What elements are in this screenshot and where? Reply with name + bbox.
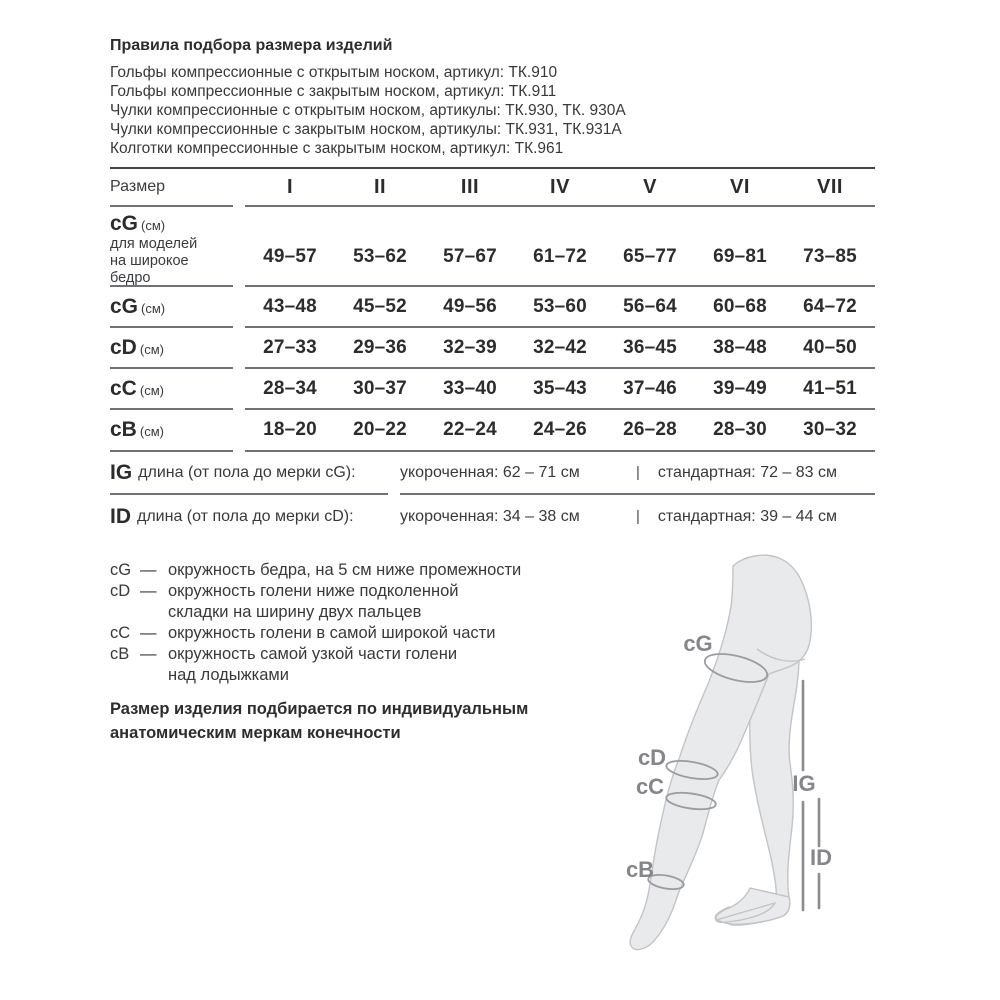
size-value: 45–52: [353, 295, 407, 317]
size-value: 28–34: [263, 377, 317, 399]
size-value: 41–51: [803, 377, 857, 399]
size-value: 32–39: [443, 336, 497, 358]
size-value: 30–32: [803, 419, 857, 440]
size-value: 29–36: [353, 336, 407, 358]
row-values: [245, 287, 875, 328]
cd-diagram-label: cD: [637, 745, 667, 770]
product-line: Гольфы компрессионные с открытым носком, артикул: ТК.910: [110, 64, 558, 81]
size-value: 36–45: [623, 336, 677, 358]
size-value: 43–48: [263, 295, 317, 317]
row-values: [245, 207, 875, 287]
measure-key: cB: [110, 418, 137, 441]
column-header-iii: III: [460, 175, 480, 198]
size-value: 49–56: [443, 295, 497, 317]
legend-key: cC: [110, 624, 131, 642]
measure-key: cC: [110, 376, 137, 400]
row-sublabel: бедро: [110, 270, 151, 286]
size-value: 61–72: [533, 246, 587, 267]
size-value: 28–30: [713, 419, 767, 440]
size-value: 57–67: [443, 246, 497, 267]
size-value: 38–48: [713, 336, 767, 358]
measure-unit: (см): [141, 300, 166, 316]
row-label-cc: [110, 369, 233, 410]
row-sublabel: для моделей: [110, 236, 198, 252]
product-line: Чулки компрессионные с закрытым носком, артикулы: ТК.931, ТК.931А: [110, 121, 622, 138]
cc-diagram-label: cC: [635, 774, 665, 799]
size-value: 56–64: [623, 295, 677, 317]
length-divider: |: [636, 464, 640, 481]
ig-diagram-label: IG: [792, 771, 816, 796]
page-title: Правила подбора размера изделий: [110, 37, 393, 54]
product-line: Колготки компрессионные с закрытым носком, артикул: ТК.961: [110, 140, 564, 157]
size-value: 73–85: [803, 246, 857, 267]
product-list: [110, 63, 1000, 158]
length-description: длина (от пола до мерки cD):: [137, 507, 354, 525]
length-standard-value: стандартная: 72 – 83 см: [657, 463, 838, 481]
size-value: 32–42: [533, 336, 587, 358]
size-header-cell: [110, 169, 233, 207]
size-value: 35–43: [533, 377, 587, 399]
row-label-cd: [110, 328, 233, 369]
row-values: [245, 369, 875, 410]
size-value: 64–72: [803, 295, 857, 317]
legend-dash: —: [140, 624, 157, 642]
size-value: 37–46: [623, 377, 677, 399]
size-value: 18–20: [263, 419, 317, 440]
length-description: длина (от пола до мерки cG):: [138, 463, 356, 481]
table-row-cb: [110, 410, 875, 452]
row-values: [245, 328, 875, 369]
size-value: 30–37: [353, 377, 407, 399]
row-label-cb: [110, 410, 233, 452]
size-value: 22–24: [443, 419, 497, 440]
cg-diagram-label: cG: [683, 631, 713, 656]
size-value: 33–40: [443, 377, 497, 399]
column-header-i: I: [286, 175, 294, 198]
size-value: 26–28: [623, 419, 677, 440]
length-row-ig: [110, 452, 875, 495]
table-row-cg-wide-hip: [110, 207, 875, 287]
legend-dash: —: [140, 561, 157, 579]
legend-text: окружность бедра, на 5 см ниже промежности: [168, 561, 522, 579]
column-header-ii: II: [373, 175, 387, 198]
table-header-row: [110, 169, 875, 207]
leg-measurement-diagram: [588, 533, 900, 995]
cb-diagram-label: cB: [625, 857, 655, 882]
measure-unit: (см): [139, 424, 164, 439]
length-key: ID: [110, 504, 131, 528]
size-value: 53–62: [353, 246, 407, 267]
measure-unit: (см): [139, 382, 164, 398]
length-row-id: [110, 495, 875, 538]
size-value: 49–57: [263, 246, 317, 267]
size-value: 40–50: [803, 336, 857, 358]
size-value: 27–33: [263, 336, 317, 358]
column-header-v: V: [643, 175, 657, 198]
measure-key: cG: [110, 294, 139, 318]
size-value: 39–49: [713, 377, 767, 399]
selection-note: Размер изделия подбирается по индивидуальным анатомическим меркам конечности: [110, 700, 529, 742]
table-row-cd: [110, 328, 875, 369]
legend-text: окружность самой узкой части голени: [168, 645, 458, 663]
column-header-iv: IV: [550, 175, 570, 198]
row-label-cg-wide-hip: [110, 207, 233, 287]
length-short-value: укороченная: 62 – 71 см: [400, 463, 580, 481]
size-value: 60–68: [713, 295, 767, 317]
column-headers: [245, 169, 875, 207]
legend-dash: —: [140, 582, 157, 600]
row-label-cg: [110, 287, 233, 328]
legend-text: над лодыжками: [168, 666, 289, 684]
size-value: 65–77: [623, 246, 677, 267]
measure-key: cD: [110, 335, 137, 359]
legend-key: cG: [110, 561, 132, 579]
product-line: Гольфы компрессионные с закрытым носком, артикул: ТК.911: [110, 83, 557, 100]
table-row-cg: [110, 287, 875, 328]
length-short-value: укороченная: 34 – 38 см: [400, 507, 580, 525]
length-key: IG: [110, 460, 133, 484]
legend-key: cB: [110, 645, 130, 663]
size-value: 69–81: [713, 246, 767, 267]
column-header-vii: VII: [817, 175, 843, 198]
measure-key: cG: [110, 212, 139, 235]
size-header-label: Размер: [110, 178, 165, 195]
size-value: 24–26: [533, 419, 587, 440]
length-divider: |: [636, 508, 640, 525]
size-value: 53–60: [533, 295, 587, 317]
table-row-cc: [110, 369, 875, 410]
legend-text: складки на ширину двух пальцев: [168, 603, 422, 621]
column-header-vi: VI: [730, 175, 750, 198]
legend-dash: —: [140, 645, 157, 663]
size-table: [110, 167, 875, 538]
row-sublabel: на широкое: [110, 253, 189, 269]
legend-key: cD: [110, 582, 131, 600]
legend-text: окружность голени ниже подколенной: [168, 582, 459, 600]
size-value: 20–22: [353, 419, 407, 440]
measure-unit: (см): [139, 341, 164, 357]
id-diagram-label: ID: [810, 845, 832, 870]
product-line: Чулки компрессионные с открытым носком, артикулы: ТК.930, ТК. 930А: [110, 102, 626, 119]
legend-text: окружность голени в самой широкой части: [168, 624, 496, 642]
length-standard-value: стандартная: 39 – 44 см: [657, 507, 838, 525]
measure-unit: (см): [141, 218, 166, 233]
row-values: [245, 410, 875, 452]
